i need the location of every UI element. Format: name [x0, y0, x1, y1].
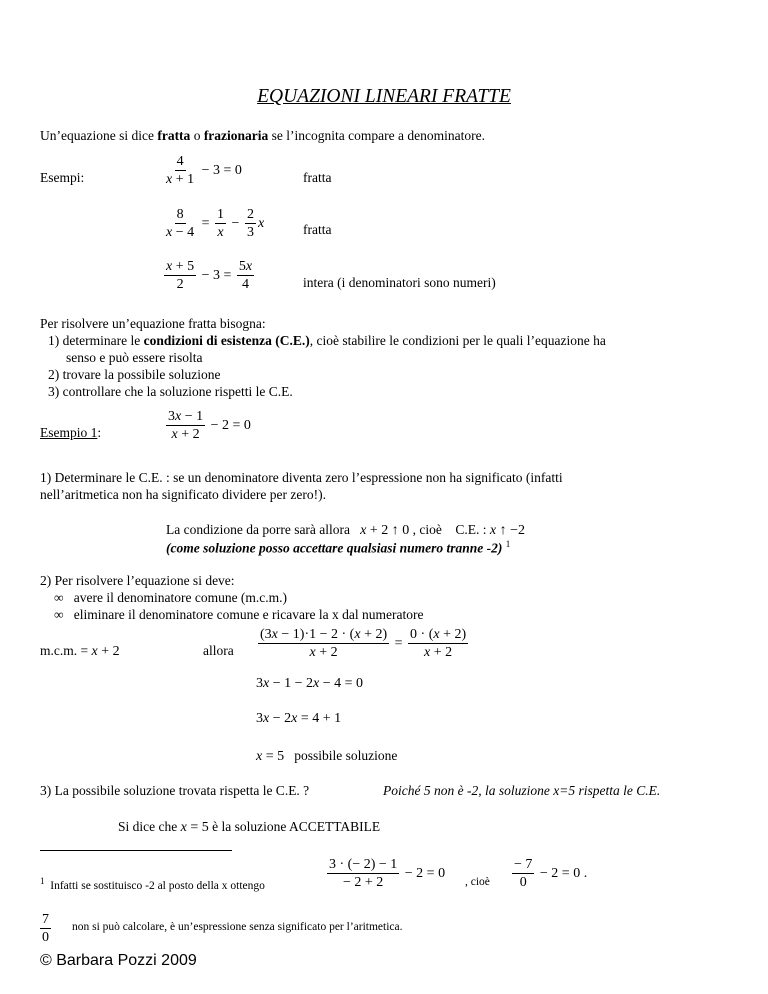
- copyright: © Barbara Pozzi 2009: [40, 952, 197, 969]
- bullet-icon: ∞: [54, 607, 64, 622]
- footnote-fraction: $\frac{7}{0}$: [42, 912, 49, 946]
- step1-line-b: nell’aritmetica non ha significato dividere per zero!).: [40, 487, 326, 502]
- footnote-equation-b: $\frac{- 7}{0}$ − 2 = 0 .: [514, 857, 588, 891]
- step3-question: 3) La possibile soluzione trovata rispetta le C.E. ?: [40, 783, 310, 798]
- common-denominator-equation: $\frac{(3x - 1)\cdot 1 - 2 \cdot (x + 2)}{x + 2}$ = $\frac{0 \cdot (x + 2)}{x + 2}$: [260, 627, 467, 661]
- procedure-intro: Per risolvere un’equazione fratta bisogna:: [40, 316, 266, 331]
- footnote-ref: 1: [505, 539, 511, 549]
- bullet-icon: ∞: [54, 590, 64, 605]
- procedure-step-1-cont: senso e può essere risolta: [66, 350, 203, 365]
- procedure-step-2: 2) trovare la possibile soluzione: [48, 367, 221, 382]
- page-title: EQUAZIONI LINEARI FRATTE: [257, 86, 511, 107]
- equation-step-2: 3x − 2x = 4 + 1: [256, 711, 342, 726]
- bullet-item-1: ∞ avere il denominatore comune (m.c.m.): [54, 590, 288, 605]
- footnote-equation-a: $\frac{3 \cdot (- 2) - 1}{- 2 + 2}$ − 2 = 0: [329, 857, 446, 891]
- example-kind-2: fratta: [303, 222, 332, 237]
- footnote-divider: [40, 850, 232, 851]
- example-kind-1: fratta: [303, 170, 332, 185]
- example1-equation: $\frac{3x - 1}{x + 2}$ − 2 = 0: [168, 409, 251, 443]
- procedure-step-1: 1) determinare le condizioni di esistenza (C.E.), cioè stabilire le condizioni per le quali l’equazione ha: [48, 333, 606, 348]
- example1-label: Esempio 1:: [40, 425, 102, 440]
- mcm-line: m.c.m. = x + 2: [40, 643, 120, 659]
- example-equation-2: $\frac{8}{x - 4}$ = $\frac{1}{x}$ − $\frac{2}{3}$ x: [166, 207, 265, 241]
- step3-answer: Poiché 5 non è -2, la soluzione x=5 rispetta le C.E.: [383, 783, 661, 798]
- footnote-line: $^1$ Infatti se sostituisco -2 al posto della x ottengo: [40, 876, 265, 892]
- footnote-line-2: non si può calcolare, è un’espressione senza significato per l’aritmetica.: [72, 921, 403, 933]
- example-equation-3: $\frac{x + 5}{2}$ − 3 = $\frac{5x}{4}$: [166, 259, 253, 293]
- equation-step-3: x = 5 possibile soluzione: [256, 748, 398, 764]
- intro-paragraph: Un’equazione si dice fratta o frazionaria se l’incognita compare a denominatore.: [40, 128, 485, 143]
- bullet-item-2: ∞ eliminare il denominatore comune e ricavare la x dal numeratore: [54, 607, 424, 622]
- condition-line: La condizione da porre sarà allora x + 2 ↑ 0 , cioè C.E. : x ↑ −2: [166, 522, 526, 538]
- equation-step-1: 3x − 1 − 2x − 4 = 0: [256, 676, 364, 691]
- procedure-step-3: 3) controllare che la soluzione rispetti le C.E.: [48, 384, 293, 399]
- step2-intro: 2) Per risolvere l’equazione si deve:: [40, 573, 235, 588]
- example-equation-1: $\frac{4}{x + 1}$ − 3 = 0: [166, 154, 242, 188]
- step1-line-a: 1) Determinare le C.E. : se un denominatore diventa zero l’espressione non ha significato (infatti: [40, 470, 563, 485]
- footnote-cioe: , cioè: [465, 876, 490, 888]
- allora-label: allora: [203, 643, 234, 658]
- example-kind-3: intera (i denominatori sono numeri): [303, 275, 496, 290]
- examples-label: Esempi:: [40, 170, 85, 185]
- condition-note: (come soluzione posso accettare qualsiasi numero tranne -2) $^1$: [166, 539, 511, 556]
- conclusion-line: Si dice che x = 5 è la soluzione ACCETTABILE: [118, 819, 381, 835]
